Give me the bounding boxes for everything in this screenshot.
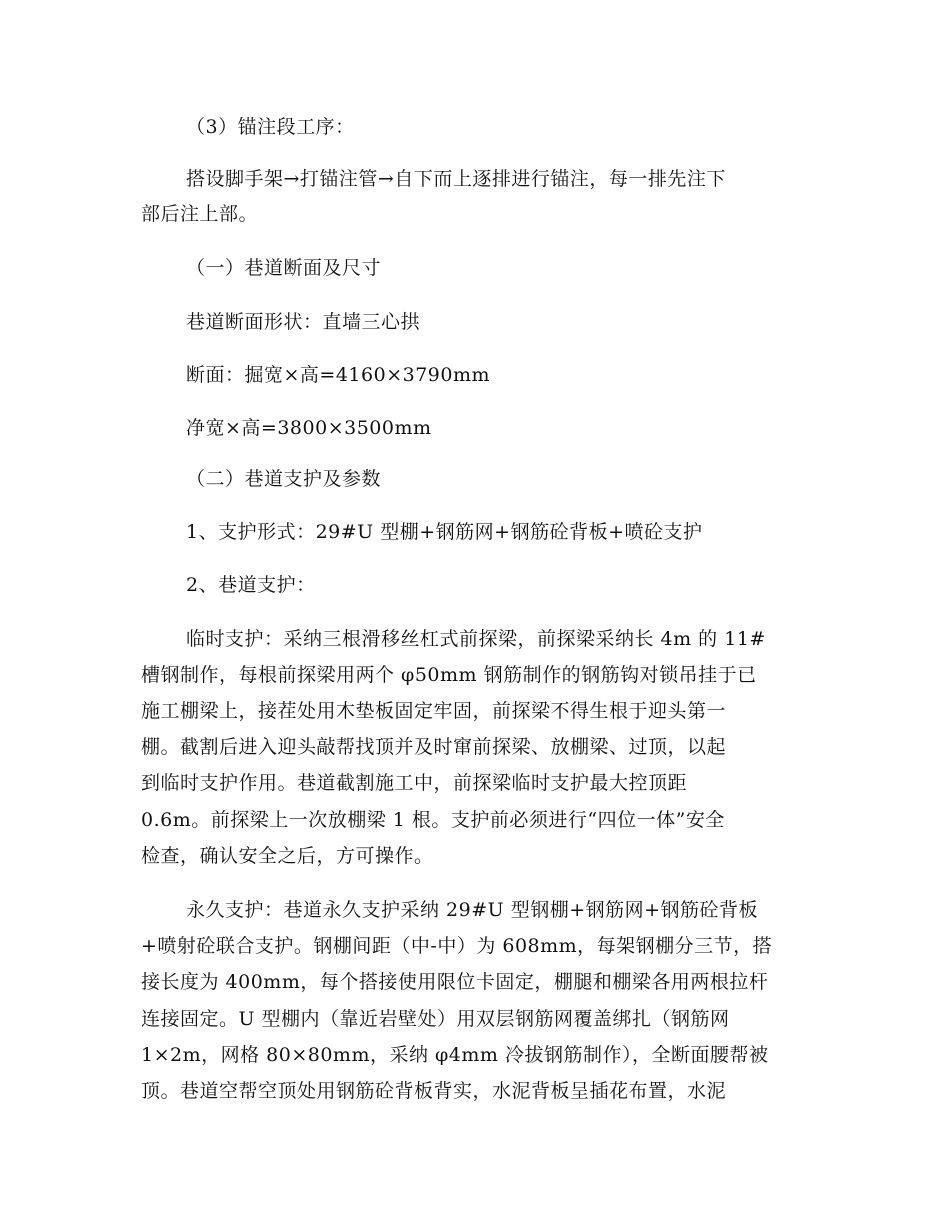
paragraph-line: 接长度为 400mm，每个搭接使用限位卡固定，棚腿和棚梁各用两根拉杆 <box>141 971 769 993</box>
paragraph-line: 1×2m，网格 80×80mm，采纳 φ4mm 冷拔钢筋制作），全断面腰帮被 <box>141 1044 769 1066</box>
paragraph-line: 2、巷道支护： <box>186 574 316 596</box>
paragraph-line: 连接固定。U 型棚内（靠近岩壁处）用双层钢筋网覆盖绑扎（钢筋网 <box>141 1008 730 1030</box>
paragraph-line: 巷道断面形状：直墙三心拱 <box>186 311 421 333</box>
section-heading-section-size: （一）巷道断面及尺寸 <box>186 257 382 279</box>
paragraph-line: 1、支护形式：29#U 型棚+钢筋网+钢筋砼背板+喷砼支护 <box>186 521 703 543</box>
paragraph-line: 部后注上部。 <box>141 203 259 225</box>
paragraph-line: 0.6m。前探梁上一次放棚梁 1 根。支护前必须进行“四位一体”安全 <box>141 809 725 831</box>
paragraph-line: 断面：掘宽×高=4160×3790mm <box>186 364 491 386</box>
paragraph-line: +喷射砼联合支护。钢棚间距（中-中）为 608mm，每架钢棚分三节，搭 <box>141 935 773 957</box>
paragraph-line: 净宽×高=3800×3500mm <box>186 417 432 439</box>
paragraph-line: 施工棚梁上，接茬处用木垫板固定牢固，前探梁不得生根于迎头第一 <box>141 700 727 722</box>
section-heading-anchor-grouting: （3）锚注段工序： <box>186 116 355 138</box>
paragraph-line: 棚。截割后进入迎头敲帮找顶并及时窜前探梁、放棚梁、过顶，以起 <box>141 736 727 758</box>
paragraph-line: 临时支护：采纳三根滑移丝杠式前探梁，前探梁采纳长 4m 的 11# <box>186 628 766 650</box>
paragraph-line: 检查，确认安全之后，方可操作。 <box>141 845 434 867</box>
section-heading-support-params: （二）巷道支护及参数 <box>186 468 382 490</box>
paragraph-line: 永久支护：巷道永久支护采纳 29#U 型钢棚+钢筋网+钢筋砼背板 <box>186 899 759 921</box>
paragraph-line: 搭设脚手架→打锚注管→自下而上逐排进行锚注，每一排先注下 <box>186 168 726 190</box>
paragraph-line: 顶。巷道空帮空顶处用钢筋砼背板背实，水泥背板呈插花布置，水泥 <box>141 1080 727 1102</box>
paragraph-line: 到临时支护作用。巷道截割施工中，前探梁临时支护最大控顶距 <box>141 772 688 794</box>
paragraph-line: 槽钢制作，每根前探梁用两个 φ50mm 钢筋制作的钢筋钩对锁吊挂于已 <box>141 664 757 686</box>
